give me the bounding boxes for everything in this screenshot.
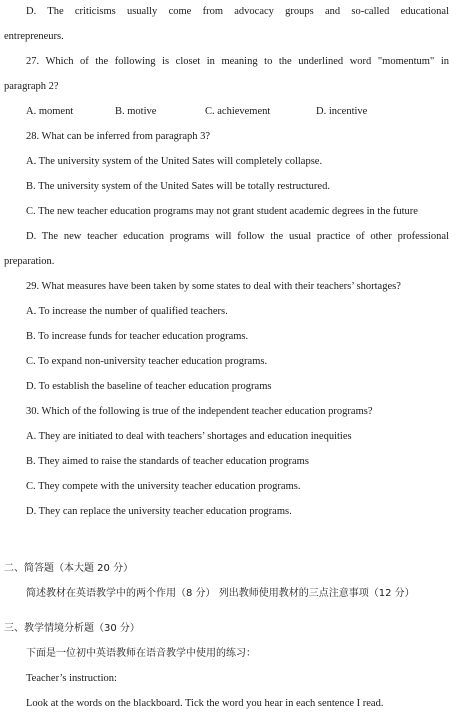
section-3-heading: 三、教学情境分析题（30 分） [4, 623, 140, 634]
q26-option-d-line2: entrepreneurs. [4, 31, 64, 42]
q27-option-d: D. incentive [316, 106, 368, 117]
q28-stem: 28. What can be inferred from paragraph 3? [26, 131, 211, 142]
q29-option-a: A. To increase the number of qualified teachers. [26, 306, 228, 317]
section-2-heading: 二、简答题（本大题 20 分） [4, 563, 134, 574]
q29-option-b: B. To increase funds for teacher education programs. [26, 331, 249, 342]
q28-option-c: C. The new teacher education programs may not grant student academic degrees in the future [26, 206, 418, 217]
q28-option-a: A. The university system of the United Sates will completely collapse. [26, 156, 323, 167]
q27-option-b: B. motive [115, 106, 157, 117]
q29-option-c: C. To expand non-university teacher education programs. [26, 356, 268, 367]
q29-stem: 29. What measures have been taken by some states to deal with their teachers’ shortages? [26, 281, 401, 292]
q27-option-c: C. achievement [205, 106, 271, 117]
q30-option-a: A. They are initiated to deal with teachers’ shortages and education inequities [26, 431, 352, 442]
teacher-instruction-text: Look at the words on the blackboard. Tick the word you hear in each sentence I read. [26, 698, 384, 709]
section-3-intro: 下面是一位初中英语教师在语音教学中使用的练习： [26, 648, 256, 659]
q28-option-b: B. The university system of the United Sates will be totally restructured. [26, 181, 330, 192]
q27-options [26, 105, 449, 119]
q30-stem: 30. Which of the following is true of the independent teacher education programs? [26, 406, 373, 417]
section-2-question: 简述教材在英语教学中的两个作用（8 分） 列出教师使用教材的三点注意事项（12 分） [26, 588, 415, 599]
q30-option-d: D. They can replace the university teacher education programs. [26, 506, 292, 517]
q28-option-d-line1: D. The new teacher education programs will follow the usual practice of other professional [26, 231, 449, 242]
q27-option-a: A. moment [26, 106, 74, 117]
q27-stem-line2: paragraph 2? [4, 81, 59, 92]
teacher-instruction-label: Teacher’s instruction: [26, 673, 117, 684]
q28-option-d-line2: preparation. [4, 256, 55, 267]
q30-option-c: C. They compete with the university teacher education programs. [26, 481, 301, 492]
q27-stem-line1: 27. Which of the following is closet in meaning to the underlined word "momentum" in [26, 56, 449, 67]
q30-option-b: B. They aimed to raise the standards of teacher education programs [26, 456, 309, 467]
q26-option-d-line1: D. The criticisms usually come from advocacy groups and so-called educational [26, 6, 449, 17]
q29-option-d: D. To establish the baseline of teacher education programs [26, 381, 272, 392]
